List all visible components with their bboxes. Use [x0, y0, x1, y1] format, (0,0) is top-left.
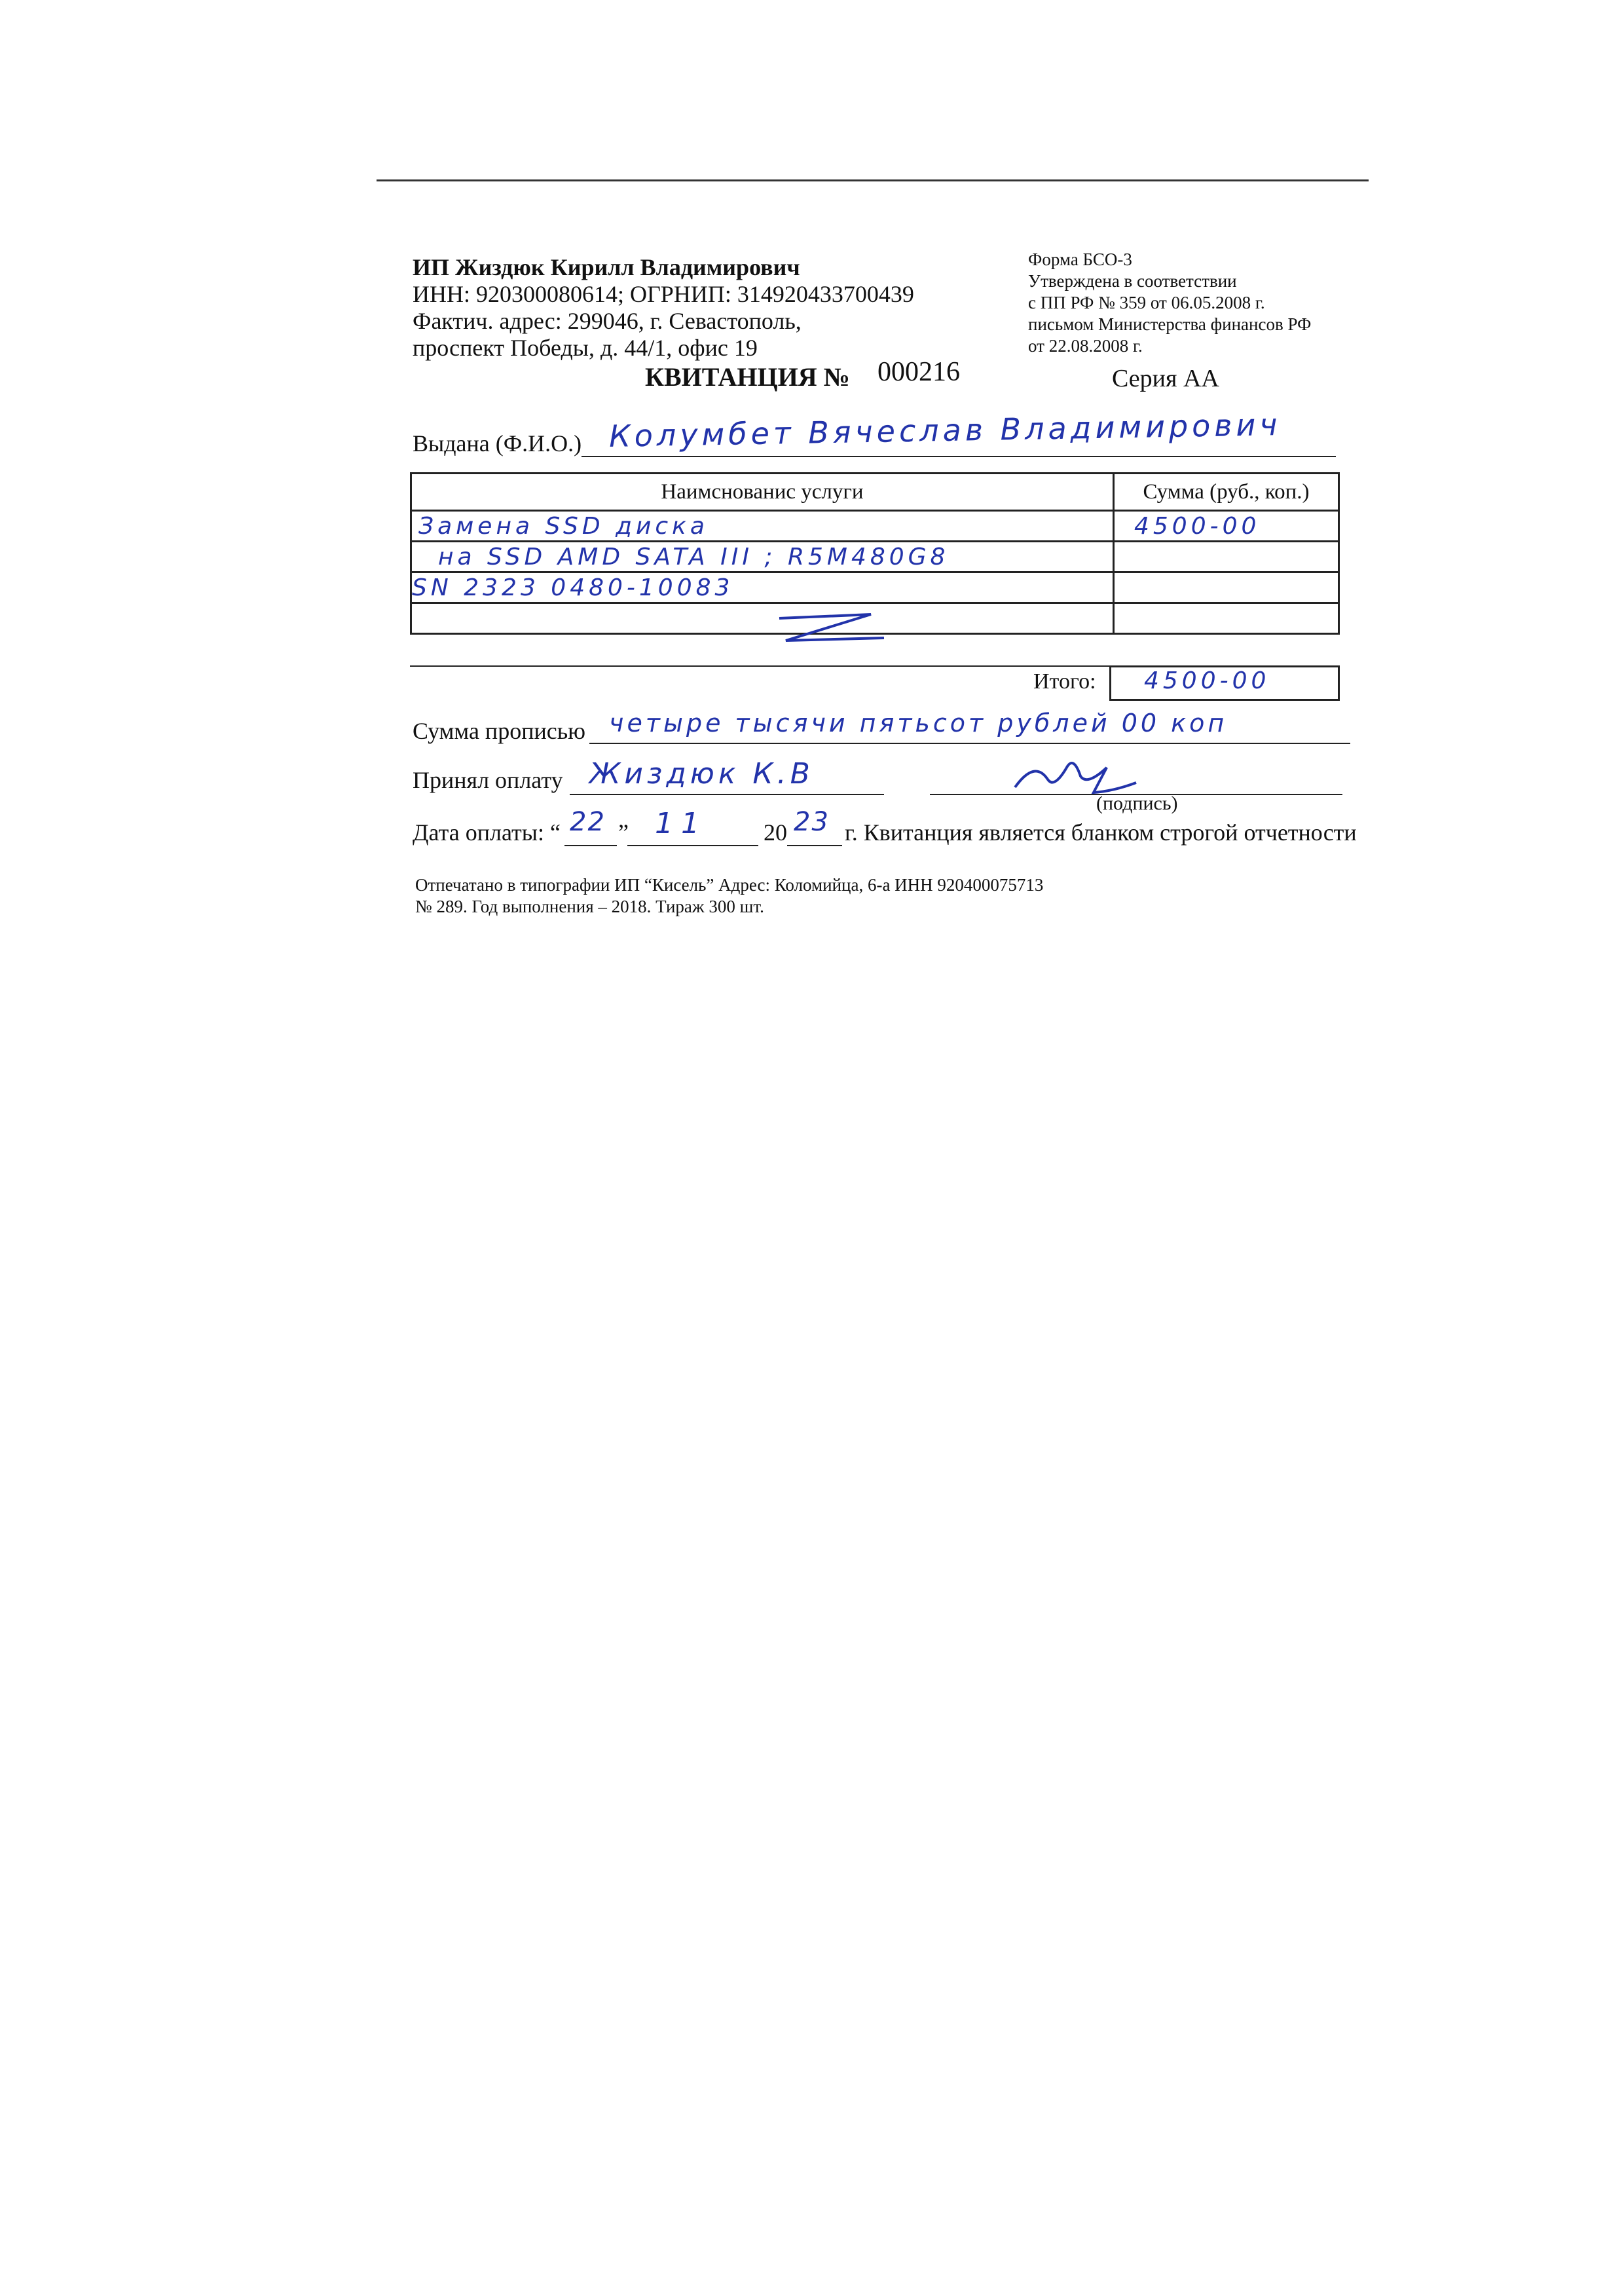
col-sum: Сумма (руб., коп.) [1114, 474, 1339, 511]
service-name-cell [411, 511, 1114, 542]
date-close-quote: ” [618, 819, 629, 846]
strike-z-mark [773, 609, 891, 662]
total-box [1109, 665, 1340, 701]
date-day-value: 22 [570, 807, 606, 837]
total-value: 4500-00 [1144, 667, 1270, 694]
accepted-value: Жиздюк К.В [589, 757, 814, 791]
service-sum-cell [1114, 511, 1339, 542]
issuer-name: ИП Жиздюк Кирилл Владимирович [413, 254, 800, 280]
form-line-2: Утверждена в соответствии [1028, 271, 1237, 291]
service-sum-cell [1114, 572, 1339, 603]
accepted-line [570, 794, 884, 795]
issuer-block [413, 254, 914, 362]
date-year-line [787, 845, 842, 846]
service-sum-cell [1114, 542, 1339, 572]
form-line-4: письмом Министерства финансов РФ [1028, 314, 1312, 334]
issuer-address-1: Фактич. адрес: 299046, г. Севастополь, [413, 308, 802, 334]
amount-words-label: Сумма прописью [413, 718, 586, 744]
receipt-title: КВИТАНЦИЯ № [645, 362, 850, 392]
service-name-text: на SSD AMD SATA III ; R5M480G8 [438, 543, 950, 570]
total-label: Итого: [1033, 669, 1096, 694]
date-year-value: 23 [794, 807, 830, 837]
date-month-value: 11 [655, 807, 707, 840]
service-name-text: SN 2323 0480-10083 [412, 574, 734, 601]
table-row [411, 572, 1339, 603]
form-line-1: Форма БСО-3 [1028, 250, 1132, 269]
form-line-3: с ПП РФ № 359 от 06.05.2008 г. [1028, 293, 1265, 312]
top-cut-line [377, 179, 1369, 181]
payment-date-label: Дата оплаты: “ [413, 819, 561, 846]
service-name-cell [411, 603, 1114, 634]
accepted-label: Принял оплату [413, 767, 563, 793]
receipt-series: Серия АА [1112, 365, 1219, 392]
service-sum-text: 4500-00 [1134, 512, 1261, 540]
table-row [411, 542, 1339, 572]
date-year-prefix: 20 [764, 819, 787, 846]
form-approval-block [1028, 249, 1311, 357]
table-header-row [411, 474, 1339, 511]
issued-to-label: Выдана (Ф.И.О.) [413, 430, 582, 457]
table-row [411, 511, 1339, 542]
form-line-5: от 22.08.2008 г. [1028, 336, 1143, 356]
signature-caption: (подпись) [1096, 793, 1178, 814]
issuer-address-2: проспект Победы, д. 44/1, офис 19 [413, 335, 758, 361]
footer-line-1: Отпечатано в типографии ИП “Кисель” Адрес: Коломийца, 6-а ИНН 920400075713 [415, 875, 1044, 895]
service-name-text: Замена SSD диска [418, 512, 709, 540]
printer-footer [415, 874, 1043, 918]
service-sum-cell [1114, 603, 1339, 634]
date-day-line [564, 845, 617, 846]
strict-report-note: г. Квитанция является бланком строгой отчетности [845, 819, 1357, 846]
issued-to-value: Колумбет Вячеслав Владимирович [608, 407, 1282, 454]
receipt-number: 000216 [877, 357, 960, 387]
service-name-cell [411, 572, 1114, 603]
issued-to-line [581, 456, 1336, 457]
issuer-ids: ИНН: 920300080614; ОГРНИП: 314920433700439 [413, 281, 914, 307]
date-month-line [627, 845, 758, 846]
total-separator-line [410, 665, 1109, 667]
service-name-cell [411, 542, 1114, 572]
amount-words-value: четыре тысячи пятьсот рублей 00 коп [609, 709, 1228, 737]
amount-words-line [589, 743, 1350, 744]
col-service-name: Наимснованис услуги [411, 474, 1114, 511]
footer-line-2: № 289. Год выполнения – 2018. Тираж 300 шт. [415, 897, 764, 916]
